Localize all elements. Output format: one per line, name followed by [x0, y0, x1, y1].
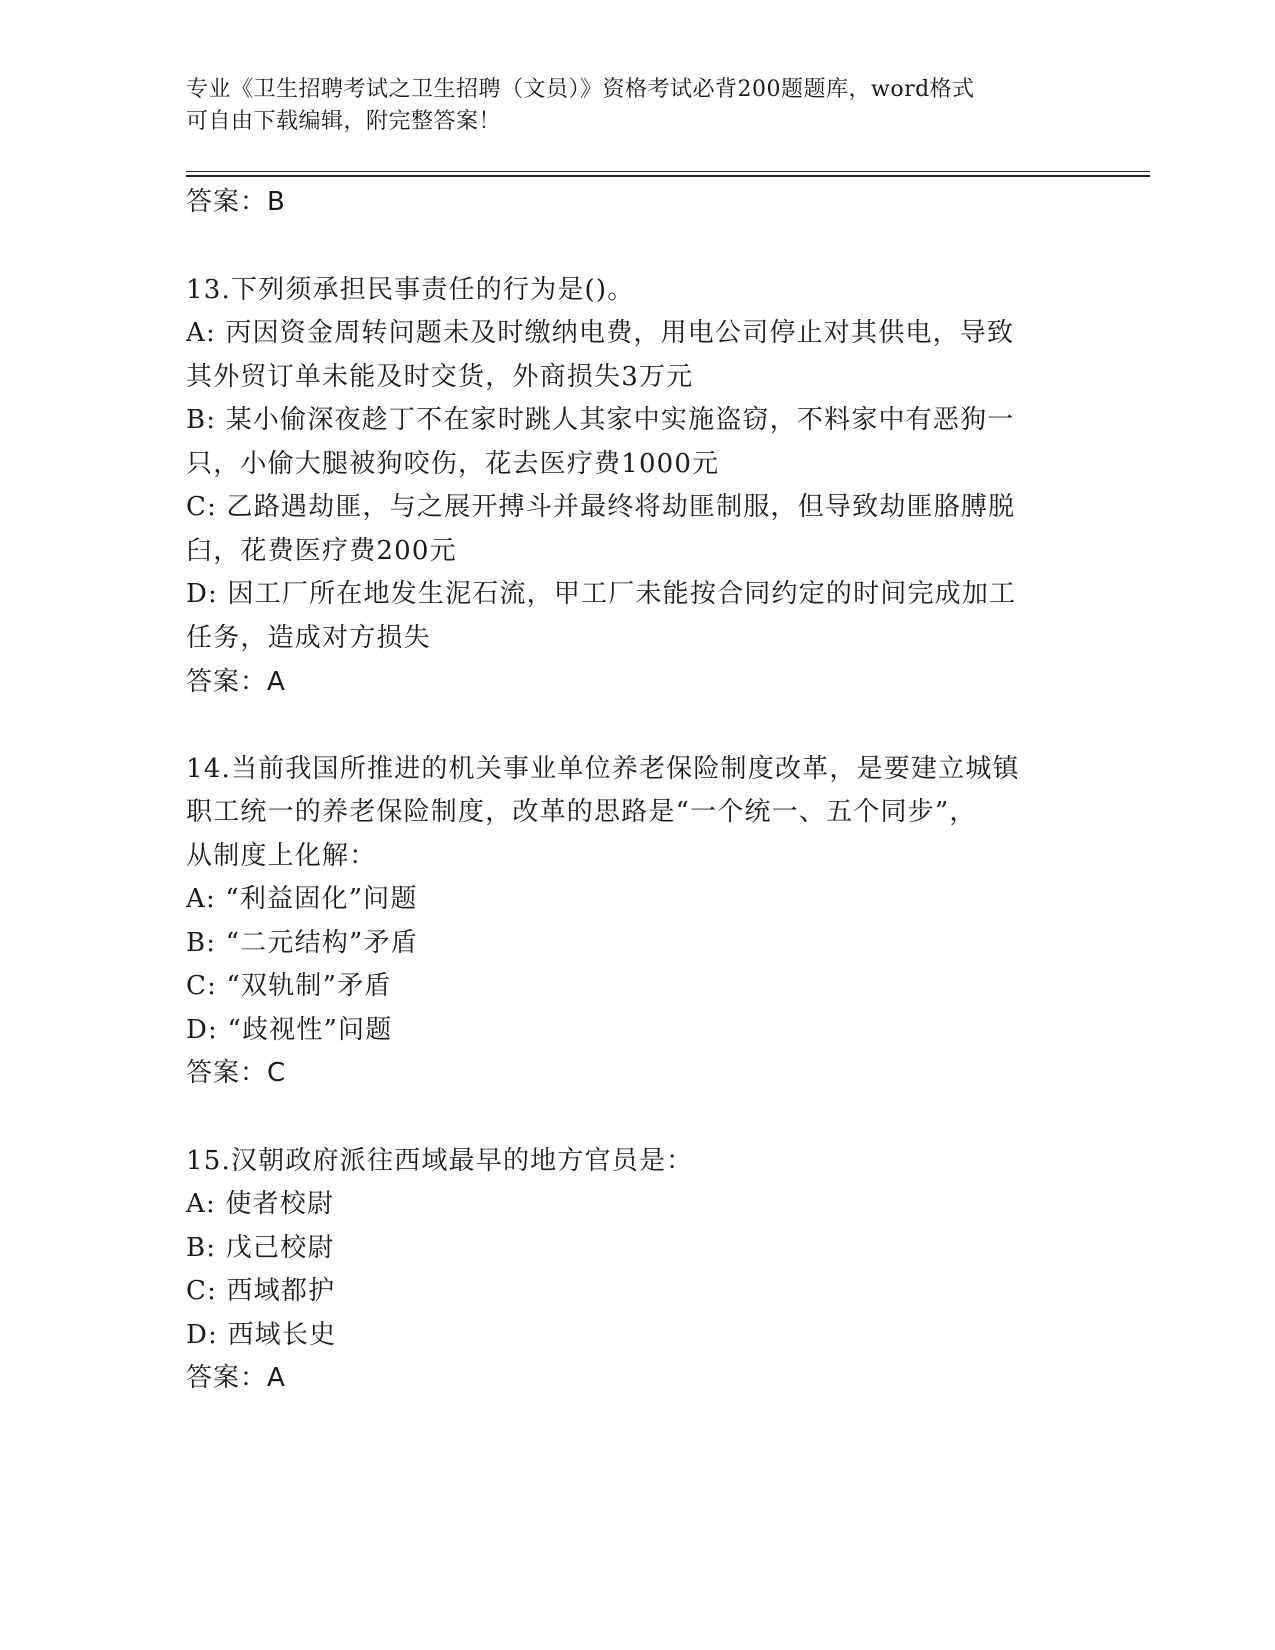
answer-line: 答案：A [186, 1363, 286, 1393]
option-b: B: 某小偷深夜趁丁不在家时跳人其家中实施盗窃，不料家中有恶狗一 [186, 405, 1015, 435]
option-b: B: 戊己校尉 [186, 1233, 335, 1263]
question-stem: 14.当前我国所推进的机关事业单位养老保险制度改革，是要建立城镇 [186, 754, 1020, 784]
option-c: C: 西域都护 [186, 1276, 336, 1306]
option-c-continued: 臼，花费医疗费200元 [186, 536, 457, 566]
header-line-1: 专业《卫生招聘考试之卫生招聘（文员）》资格考试必背200题题库，word格式 [186, 77, 975, 102]
header-line-2: 可自由下载编辑，附完整答案！ [186, 109, 502, 134]
option-d: D: 因工厂所在地发生泥石流，甲工厂未能按合同约定的时间完成加工 [186, 579, 1017, 609]
question-stem: 13.下列须承担民事责任的行为是()。 [186, 275, 635, 305]
question-stem: 15.汉朝政府派往西域最早的地方官员是： [186, 1146, 694, 1176]
answer-line: 答案：A [186, 667, 286, 697]
header-divider-thick [186, 175, 1150, 177]
option-a: A: “利益固化”问题 [186, 884, 418, 914]
option-b: B: “二元结构”矛盾 [186, 928, 418, 958]
option-d: D: 西域长史 [186, 1320, 337, 1350]
header-divider-thin [186, 171, 1150, 172]
option-c: C: 乙路遇劫匪，与之展开搏斗并最终将劫匪制服，但导致劫匪胳膊脱 [186, 492, 1016, 522]
document-header [186, 74, 1066, 138]
answer-line: 答案：C [186, 1058, 287, 1088]
option-a-continued: 其外贸订单未能及时交货，外商损失3万元 [186, 362, 694, 392]
option-d: D: “歧视性”问题 [186, 1015, 393, 1045]
answer-line: 答案：B [186, 187, 286, 217]
option-d-continued: 任务，造成对方损失 [186, 623, 431, 653]
question-stem-continued: 从制度上化解： [186, 841, 377, 871]
option-b-continued: 只，小偷大腿被狗咬伤，花去医疗费1000元 [186, 449, 720, 479]
option-c: C: “双轨制”矛盾 [186, 971, 392, 1001]
option-a: A: 丙因资金周转问题未及时缴纳电费，用电公司停止对其供电，导致 [186, 318, 1015, 348]
question-stem-continued: 职工统一的养老保险制度，改革的思路是“一个统一、五个同步”， [186, 797, 977, 827]
option-a: A: 使者校尉 [186, 1189, 335, 1219]
